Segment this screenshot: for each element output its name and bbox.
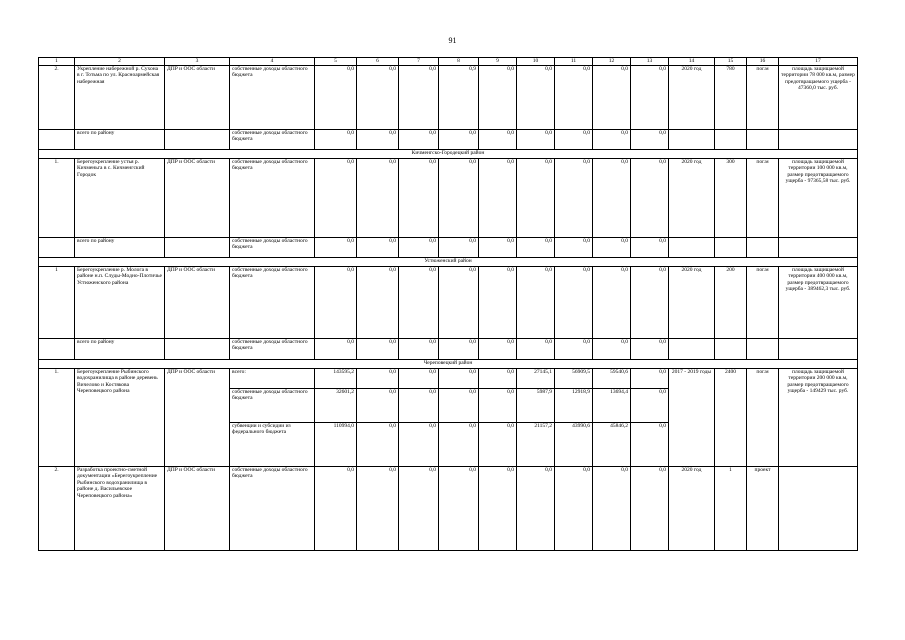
- col-number: 13: [631, 58, 669, 66]
- value-cell: 0,0: [517, 129, 555, 149]
- value-cell: 0,9: [439, 65, 479, 129]
- value-cell: 0,0: [439, 237, 479, 257]
- value-cell: 0,0: [593, 158, 631, 237]
- value-cell: 0,0: [315, 338, 357, 359]
- value-cell: 56909,5: [555, 368, 593, 388]
- unit: пог.м: [747, 158, 779, 237]
- value-cell: 0,0: [593, 466, 631, 550]
- value-cell: 0,0: [315, 129, 357, 149]
- value-cell: 0,0: [631, 368, 669, 388]
- value-cell: 0,0: [399, 422, 439, 466]
- value-cell: 0,0: [439, 388, 479, 422]
- page-number: 91: [448, 36, 457, 45]
- value-cell: 0,0: [479, 338, 517, 359]
- value-cell: 0,0: [555, 237, 593, 257]
- funding-source: всего:: [230, 368, 315, 388]
- value-cell: 0,0: [631, 65, 669, 129]
- value-cell: 0,0: [315, 266, 357, 338]
- expected-result: площадь защищаемой территории 400 000 кв.м, размер предотвращаемого ущерба - 389462,3 тыс. руб.: [779, 266, 858, 338]
- value-cell: 0,0: [517, 158, 555, 237]
- expected-result: площадь защищаемой территории 78 000 кв.м, размер предотвращаемого ущерба - 47360,0 тыс. руб.: [779, 65, 858, 129]
- col-number: 10: [517, 58, 555, 66]
- value-cell: 0,0: [357, 466, 399, 550]
- section-title: Череповецкий район: [39, 359, 858, 368]
- value-cell: 0,0: [631, 266, 669, 338]
- value-cell: 0,0: [357, 266, 399, 338]
- object-name: Укрепление набережной р. Сухона в г. Тотьма по ул. Красноармейская набережная: [75, 65, 165, 129]
- value-cell: 0,0: [357, 368, 399, 388]
- total-row: [39, 338, 858, 359]
- row-number: 2.: [39, 65, 75, 129]
- value-cell: 0,0: [517, 65, 555, 129]
- value-cell: 0,0: [631, 388, 669, 422]
- value-cell: 0,0: [555, 266, 593, 338]
- value-cell: 0,0: [399, 266, 439, 338]
- funding-source: собственные доходы областного бюджета: [230, 129, 315, 149]
- funding-source: собственные доходы областного бюджета: [230, 388, 315, 422]
- value-cell: 0,0: [439, 422, 479, 466]
- row-number: 1.: [39, 368, 75, 466]
- value-cell: 0,0: [479, 129, 517, 149]
- quantity: 780: [715, 65, 747, 129]
- col-number: 9: [479, 58, 517, 66]
- value-cell: 0,0: [315, 158, 357, 237]
- col-number: 14: [669, 58, 715, 66]
- value-cell: 0,0: [399, 466, 439, 550]
- value-cell: 0,0: [479, 237, 517, 257]
- value-cell: 0,0: [315, 65, 357, 129]
- funding-source: собственные доходы областного бюджета: [230, 65, 315, 129]
- funding-source: собственные доходы областного бюджета: [230, 338, 315, 359]
- value-cell: 0,0: [399, 129, 439, 149]
- total-row: [39, 129, 858, 149]
- section-row: [39, 359, 858, 368]
- value-cell: 0,0: [479, 368, 517, 388]
- unit: пог.м: [747, 266, 779, 338]
- completion-year: 2020 год: [669, 65, 715, 129]
- quantity: 1: [715, 466, 747, 550]
- value-cell: 45846,2: [593, 422, 631, 466]
- value-cell: 0,0: [439, 266, 479, 338]
- value-cell: 0,0: [399, 368, 439, 388]
- row-number: 1: [39, 266, 75, 338]
- total-label: всего по району: [75, 237, 165, 257]
- unit: пог.м: [747, 65, 779, 129]
- value-cell: 143595,2: [315, 368, 357, 388]
- funding-source: собственные доходы областного бюджета: [230, 266, 315, 338]
- value-cell: 0,0: [315, 237, 357, 257]
- unit: проект: [747, 466, 779, 550]
- value-cell: 0,0: [479, 388, 517, 422]
- value-cell: 59540,6: [593, 368, 631, 388]
- value-cell: 5987,9: [517, 388, 555, 422]
- value-cell: 0,0: [631, 158, 669, 237]
- value-cell: 0,0: [593, 338, 631, 359]
- table-row: [39, 266, 858, 338]
- value-cell: 0,0: [631, 237, 669, 257]
- col-number: 17: [779, 58, 858, 66]
- value-cell: 0,0: [517, 338, 555, 359]
- expected-result: площадь защищаемой территории 200 000 кв.м, размер предотвращаемого ущерба - 149429 тыс. руб.: [779, 368, 858, 466]
- table-row: [39, 368, 858, 388]
- responsible-org: ДПР и ООС области: [165, 466, 230, 550]
- value-cell: 0,0: [593, 65, 631, 129]
- value-cell: 0,0: [517, 266, 555, 338]
- responsible-org: ДПР и ООС области: [165, 266, 230, 338]
- responsible-org: ДПР и ООС области: [165, 368, 230, 466]
- row-number: 1.: [39, 158, 75, 237]
- value-cell: 0,0: [631, 338, 669, 359]
- value-cell: 0,0: [593, 266, 631, 338]
- value-cell: 12918,9: [555, 388, 593, 422]
- value-cell: 32601,2: [315, 388, 357, 422]
- value-cell: 0,0: [399, 338, 439, 359]
- value-cell: 21157,2: [517, 422, 555, 466]
- responsible-org: ДПР и ООС области: [165, 65, 230, 129]
- object-name: Берегоукрепление устья р. Кичменьга в с. Кичменгский Городок: [75, 158, 165, 237]
- value-cell: 0,0: [631, 466, 669, 550]
- completion-year: 2020 год: [669, 266, 715, 338]
- value-cell: 13694,4: [593, 388, 631, 422]
- value-cell: 0,0: [555, 158, 593, 237]
- object-name: Берегоукрепление Рыбинского водохранилища в районе деревень Вичелово и Костякова Череповецкого района: [75, 368, 165, 466]
- table-row: [39, 65, 858, 129]
- col-number: 11: [555, 58, 593, 66]
- section-row: [39, 257, 858, 266]
- table-row: [39, 466, 858, 550]
- object-name: Разработка проектно-сметной документации «Берегоукрепление Рыбинского водохранилища в районе д. Васильевское Череповецкого района»: [75, 466, 165, 550]
- value-cell: 0,0: [479, 158, 517, 237]
- section-row: [39, 149, 858, 158]
- value-cell: 0,0: [439, 338, 479, 359]
- value-cell: 0,0: [439, 466, 479, 550]
- total-row: [39, 237, 858, 257]
- completion-year: 2020 год: [669, 158, 715, 237]
- value-cell: 0,0: [555, 65, 593, 129]
- value-cell: 0,0: [439, 368, 479, 388]
- unit: пог.м: [747, 368, 779, 466]
- value-cell: 0,0: [357, 388, 399, 422]
- col-number: 8: [439, 58, 479, 66]
- value-cell: 0,0: [517, 466, 555, 550]
- col-number: 3: [165, 58, 230, 66]
- quantity: 300: [715, 158, 747, 237]
- value-cell: 0,0: [357, 237, 399, 257]
- col-number: 1: [39, 58, 75, 66]
- col-number: 4: [230, 58, 315, 66]
- value-cell: 0,0: [357, 422, 399, 466]
- funding-source: субвенции и субсидии из федерального бюджета: [230, 422, 315, 466]
- value-cell: 0,0: [357, 129, 399, 149]
- value-cell: 0,0: [399, 237, 439, 257]
- value-cell: 0,0: [357, 158, 399, 237]
- value-cell: 0,0: [439, 129, 479, 149]
- value-cell: 0,0: [479, 422, 517, 466]
- funding-source: собственные доходы областного бюджета: [230, 237, 315, 257]
- col-number: 2: [75, 58, 165, 66]
- col-number: 6: [357, 58, 399, 66]
- value-cell: 0,0: [593, 237, 631, 257]
- value-cell: 0,0: [479, 65, 517, 129]
- object-name: Берегоукрепление р. Молога в районе н.п. Слуды-Модно-Плотичье Устюженского района: [75, 266, 165, 338]
- value-cell: 0,0: [399, 388, 439, 422]
- value-cell: 0,0: [479, 266, 517, 338]
- value-cell: 0,0: [593, 129, 631, 149]
- value-cell: 110994,0: [315, 422, 357, 466]
- expected-result: [779, 466, 858, 550]
- value-cell: 0,0: [315, 466, 357, 550]
- value-cell: 0,0: [555, 129, 593, 149]
- total-label: всего по району: [75, 129, 165, 149]
- funding-source: собственные доходы областного бюджета: [230, 466, 315, 550]
- value-cell: 0,0: [479, 466, 517, 550]
- quantity: 200: [715, 266, 747, 338]
- table-row: [39, 158, 858, 237]
- value-cell: 0,0: [357, 338, 399, 359]
- value-cell: 0,0: [399, 158, 439, 237]
- expected-result: площадь защищаемой территории 100 000 кв.м, размер предотвращаемого ущерба - 97365,58 тыс. руб.: [779, 158, 858, 237]
- col-number: 12: [593, 58, 631, 66]
- value-cell: 27145,1: [517, 368, 555, 388]
- completion-year: 2017 - 2019 годы: [669, 368, 715, 466]
- value-cell: 43990,6: [555, 422, 593, 466]
- value-cell: 0,0: [631, 129, 669, 149]
- completion-year: 2020 год: [669, 466, 715, 550]
- section-title: Кичменгско-Городецкий район: [39, 149, 858, 158]
- column-number-row: [39, 58, 858, 66]
- section-title: Устюженский район: [39, 257, 858, 266]
- col-number: 5: [315, 58, 357, 66]
- quantity: 2400: [715, 368, 747, 466]
- value-cell: 0,0: [555, 338, 593, 359]
- funding-source: собственные доходы областного бюджета: [230, 158, 315, 237]
- value-cell: 0,0: [555, 466, 593, 550]
- row-number: 2.: [39, 466, 75, 550]
- program-table: [38, 57, 858, 551]
- value-cell: 0,0: [631, 422, 669, 466]
- col-number: 7: [399, 58, 439, 66]
- value-cell: 0,0: [399, 65, 439, 129]
- value-cell: 0,0: [439, 158, 479, 237]
- value-cell: 0,0: [357, 65, 399, 129]
- total-label: всего по району: [75, 338, 165, 359]
- col-number: 16: [747, 58, 779, 66]
- value-cell: 0,0: [517, 237, 555, 257]
- col-number: 15: [715, 58, 747, 66]
- responsible-org: ДПР и ООС области: [165, 158, 230, 237]
